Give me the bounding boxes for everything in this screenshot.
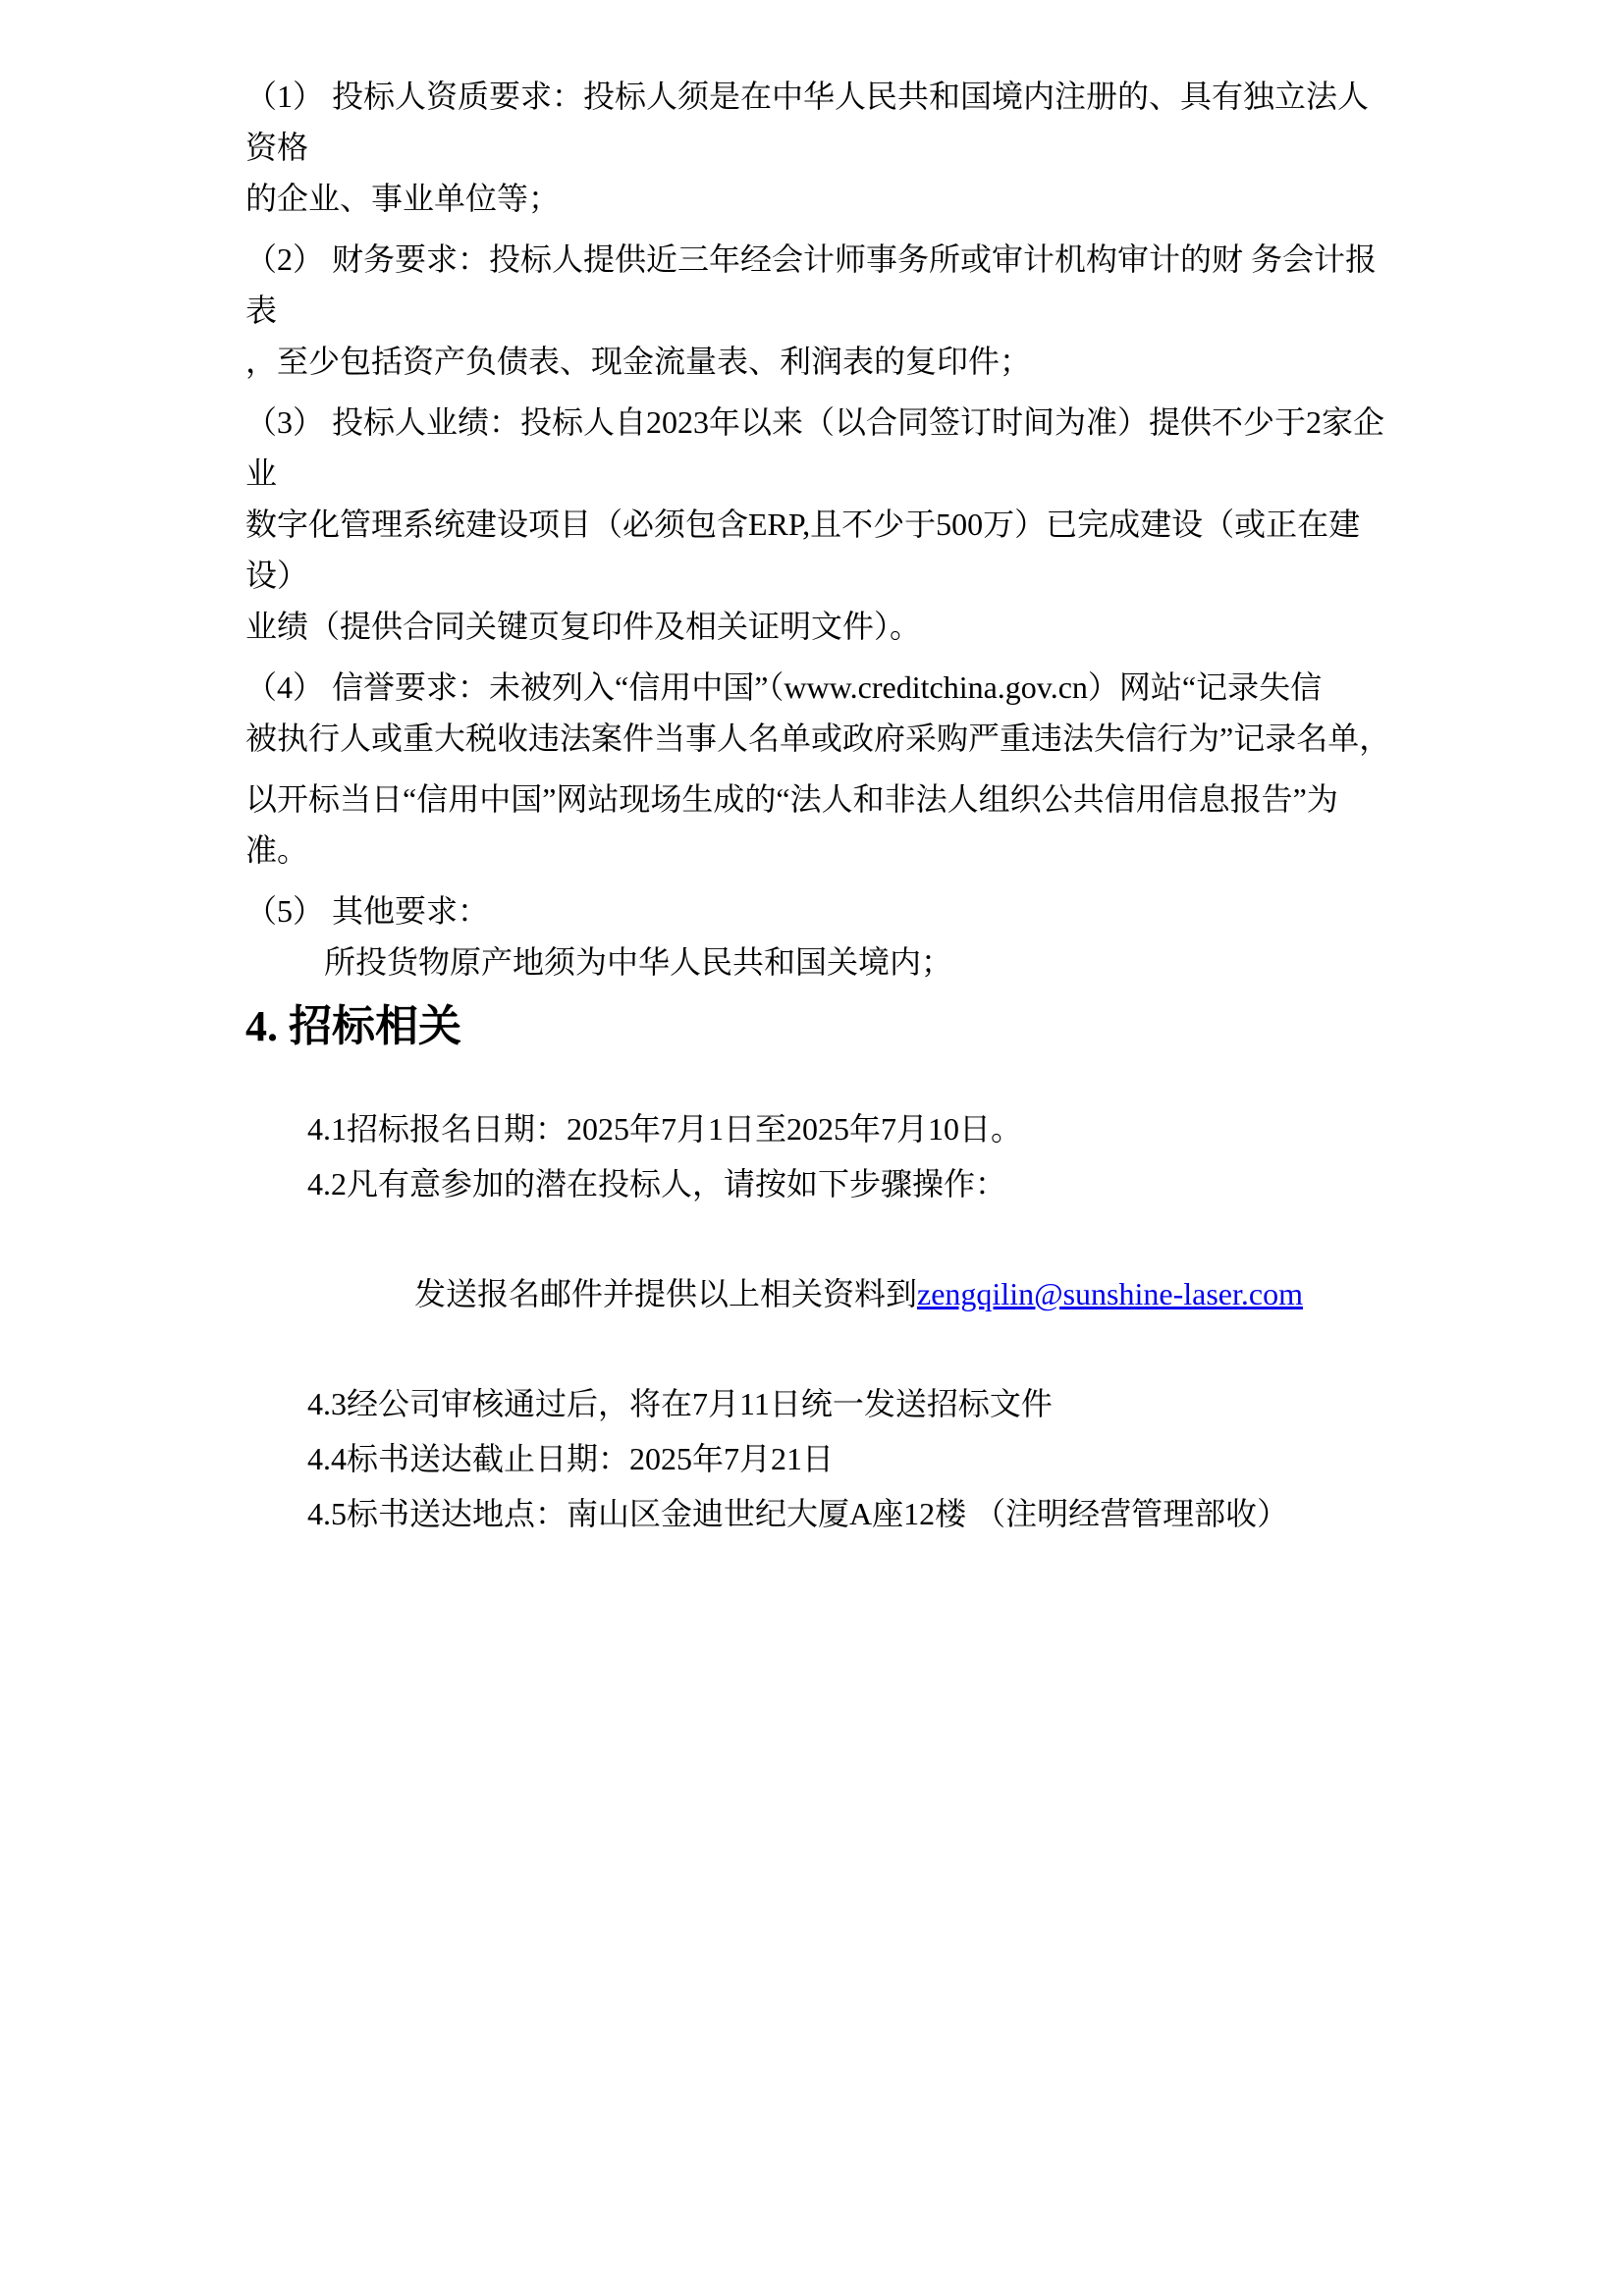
requirement-4-line-1: （4） 信誉要求：未被列入“信用中国”（www.creditchina.gov.cn）网站“记录失信 <box>245 669 1323 705</box>
requirement-3-line-2: 数字化管理系统建设项目（必须包含ERP,且不少于500万）已完成建设（或正在建设） <box>245 507 1361 593</box>
item-document-dispatch: 4.3经公司审核通过后，将在7月11日统一发送招标文件 <box>307 1386 1053 1421</box>
requirement-5-label: （5） 其他要求： <box>245 893 490 929</box>
email-link[interactable]: zengqilin@sunshine-laser.com <box>917 1276 1303 1311</box>
email-instruction-text: 发送报名邮件并提供以上相关资料到 <box>414 1276 918 1311</box>
requirement-4-continued-line-2: 准。 <box>245 832 309 868</box>
requirement-1-line-1: （1） 投标人资质要求：投标人须是在中华人民共和国境内注册的、具有独立法人资格 <box>245 79 1370 165</box>
requirement-3-paragraph <box>245 397 1394 652</box>
document-content <box>245 71 1394 1541</box>
requirement-4-line-2: 被执行人或重大税收违法案件当事人名单或政府采购严重违法失信行为”记录名单， <box>245 721 1391 756</box>
item-participation-steps: 4.2凡有意参加的潜在投标人，请按如下步骤操作： <box>307 1166 1007 1201</box>
requirement-1-line-2: 的企业、事业单位等； <box>245 181 561 216</box>
item-submission-deadline: 4.4标书送达截止日期：2025年7月21日 <box>307 1441 835 1476</box>
section-heading: 4. 招标相关 <box>245 1002 461 1050</box>
item-email-instruction <box>307 1211 1394 1376</box>
requirement-3-line-3: 业绩（提供合同关键页复印件及相关证明文件）。 <box>245 609 922 644</box>
requirement-1-paragraph <box>245 71 1394 224</box>
item-registration-date: 4.1招标报名日期：2025年7月1日至2025年7月10日。 <box>307 1111 1023 1147</box>
item-submission-address: 4.5标书送达地点：南山区金迪世纪大厦A座12楼 （注明经营管理部收） <box>307 1496 1289 1531</box>
section-item-list <box>307 1101 1394 1541</box>
requirement-2-line-1: （2） 财务要求：投标人提供近三年经会计师事务所或审计机构审计的财 务会计报表 <box>245 241 1378 328</box>
requirement-4-continued-line-1: 以开标当日“信用中国”网站现场生成的“法人和非法人组织公共信用信息报告”为 <box>245 781 1338 817</box>
requirement-2-paragraph <box>245 234 1394 387</box>
requirement-5-detail: 所投货物原产地须为中华人民共和国关境内； <box>324 944 953 980</box>
requirement-5-paragraph <box>245 885 1394 988</box>
requirement-3-line-1: （3） 投标人业绩：投标人自2023年以来（以合同签订时间为准）提供不少于2家企业 <box>245 404 1385 491</box>
requirement-4-continued-paragraph <box>245 774 1394 876</box>
requirement-2-line-2: ，至少包括资产负债表、现金流量表、利润表的复印件； <box>245 344 1032 379</box>
requirement-4-paragraph <box>245 662 1394 764</box>
